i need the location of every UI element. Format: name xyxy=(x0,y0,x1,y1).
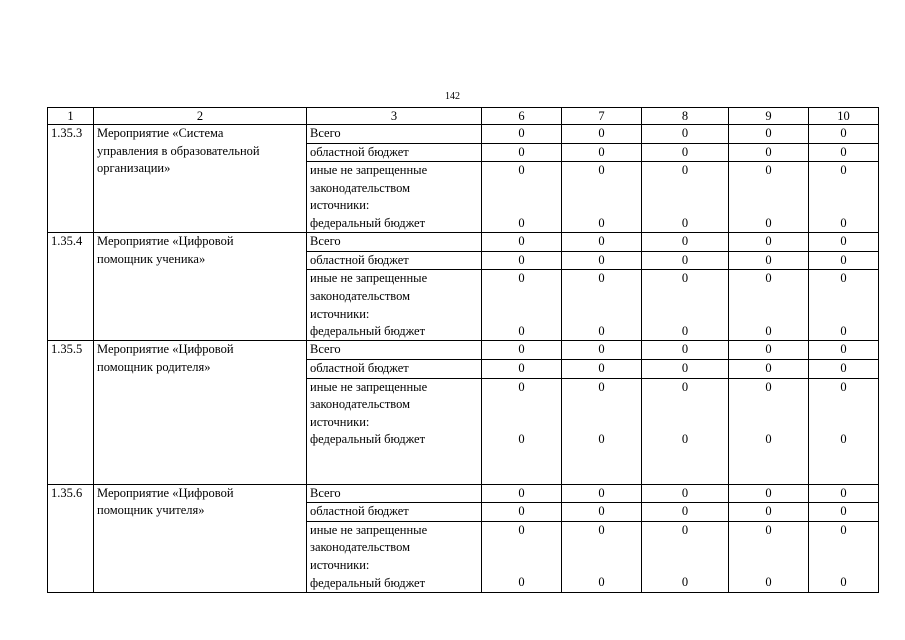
other-value-cell xyxy=(809,378,879,484)
federal-value: 0 xyxy=(518,431,525,446)
other-sources-value: 0 xyxy=(840,379,847,394)
source-total-label: Всего xyxy=(307,484,482,503)
source-other-line: иные не запрещенные xyxy=(310,522,428,537)
federal-value: 0 xyxy=(598,431,605,446)
regional-value-cell: 0 xyxy=(809,503,879,522)
total-value-cell: 0 xyxy=(482,233,562,252)
source-other-line: законодательством xyxy=(310,540,411,555)
total-value-cell: 0 xyxy=(642,233,729,252)
activity-name-line: Мероприятие «Цифровой xyxy=(97,234,234,249)
source-total-label: Всего xyxy=(307,125,482,144)
federal-value: 0 xyxy=(518,575,525,590)
total-value-cell: 0 xyxy=(809,233,879,252)
source-other-line: законодательством xyxy=(310,180,411,195)
total-value-cell: 0 xyxy=(642,484,729,503)
regional-value-cell: 0 xyxy=(562,251,642,270)
regional-value-cell: 0 xyxy=(562,503,642,522)
other-sources-value: 0 xyxy=(518,271,525,286)
other-sources-value: 0 xyxy=(598,522,605,537)
other-value-cell xyxy=(729,270,809,341)
row-code: 1.35.4 xyxy=(48,233,94,341)
regional-value-cell: 0 xyxy=(729,359,809,378)
source-other-line: иные не запрещенные xyxy=(310,379,428,394)
federal-value: 0 xyxy=(681,215,689,230)
federal-value: 0 xyxy=(840,431,847,446)
regional-value-cell: 0 xyxy=(642,251,729,270)
total-value-cell: 0 xyxy=(729,484,809,503)
header-col-9: 9 xyxy=(729,108,809,125)
other-sources-value: 0 xyxy=(518,522,525,537)
header-row xyxy=(48,108,879,125)
activity-name-line: управления в образовательной xyxy=(97,143,260,158)
federal-value: 0 xyxy=(681,323,689,338)
federal-value: 0 xyxy=(598,323,605,338)
table-row xyxy=(48,233,879,252)
total-value-cell: 0 xyxy=(729,233,809,252)
other-sources-value: 0 xyxy=(840,522,847,537)
federal-value: 0 xyxy=(598,215,605,230)
source-regional-label: областной бюджет xyxy=(307,251,482,270)
total-value-cell: 0 xyxy=(562,233,642,252)
other-value-cell xyxy=(729,162,809,233)
regional-value-cell: 0 xyxy=(642,143,729,162)
other-sources-value: 0 xyxy=(681,522,689,537)
source-other-line: законодательством xyxy=(310,397,411,412)
regional-value-cell: 0 xyxy=(729,503,809,522)
total-value-cell: 0 xyxy=(729,341,809,360)
activity-name-line: организации» xyxy=(97,161,171,176)
total-value-cell: 0 xyxy=(482,341,562,360)
activity-name-line: помощник родителя» xyxy=(97,359,211,374)
other-value-cell xyxy=(729,521,809,592)
source-other-line: источники: xyxy=(310,306,370,321)
total-value-cell: 0 xyxy=(562,125,642,144)
source-other-line: источники: xyxy=(310,557,370,572)
source-other-line: федеральный бюджет xyxy=(310,324,426,339)
other-sources-value: 0 xyxy=(681,379,689,394)
source-other-label xyxy=(307,162,482,233)
source-other-line: федеральный бюджет xyxy=(310,432,426,447)
regional-value-cell: 0 xyxy=(809,359,879,378)
regional-value-cell: 0 xyxy=(729,251,809,270)
header-col-3: 3 xyxy=(307,108,482,125)
federal-value: 0 xyxy=(681,431,689,446)
other-value-cell xyxy=(809,162,879,233)
other-sources-value: 0 xyxy=(598,163,605,178)
federal-value: 0 xyxy=(840,215,847,230)
total-value-cell: 0 xyxy=(562,341,642,360)
source-other-line: федеральный бюджет xyxy=(310,215,426,230)
other-value-cell xyxy=(482,378,562,484)
activity-name-line: Мероприятие «Цифровой xyxy=(97,485,234,500)
other-sources-value: 0 xyxy=(598,379,605,394)
federal-value: 0 xyxy=(765,575,772,590)
other-sources-value: 0 xyxy=(518,379,525,394)
source-other-label xyxy=(307,270,482,341)
header-col-1: 1 xyxy=(48,108,94,125)
total-value-cell: 0 xyxy=(482,125,562,144)
source-other-line: федеральный бюджет xyxy=(310,575,426,590)
other-value-cell xyxy=(809,521,879,592)
header-col-10: 10 xyxy=(809,108,879,125)
other-value-cell xyxy=(482,270,562,341)
federal-value: 0 xyxy=(518,323,525,338)
other-value-cell xyxy=(562,521,642,592)
source-regional-label: областной бюджет xyxy=(307,359,482,378)
table-row xyxy=(48,484,879,503)
activity-name-line: Мероприятие «Система xyxy=(97,126,224,140)
regional-value-cell: 0 xyxy=(482,251,562,270)
other-value-cell xyxy=(642,378,729,484)
federal-value: 0 xyxy=(598,575,605,590)
source-other-label xyxy=(307,378,482,484)
row-activity-name xyxy=(94,125,307,233)
other-sources-value: 0 xyxy=(598,271,605,286)
other-sources-value: 0 xyxy=(765,522,772,537)
federal-value: 0 xyxy=(840,323,847,338)
other-sources-value: 0 xyxy=(765,379,772,394)
source-other-line: иные не запрещенные xyxy=(310,271,428,286)
other-sources-value: 0 xyxy=(681,271,689,286)
row-code: 1.35.5 xyxy=(48,341,94,484)
source-other-line: иные не запрещенные xyxy=(310,163,428,178)
total-value-cell: 0 xyxy=(729,125,809,144)
other-sources-value: 0 xyxy=(840,271,847,286)
other-value-cell xyxy=(562,378,642,484)
regional-value-cell: 0 xyxy=(809,251,879,270)
activity-name-line: помощник ученика» xyxy=(97,251,206,266)
row-activity-name xyxy=(94,341,307,484)
source-other-line: источники: xyxy=(310,198,370,213)
other-sources-value: 0 xyxy=(765,271,772,286)
other-value-cell xyxy=(809,270,879,341)
federal-value: 0 xyxy=(840,575,847,590)
regional-value-cell: 0 xyxy=(562,143,642,162)
regional-value-cell: 0 xyxy=(482,143,562,162)
row-activity-name xyxy=(94,484,307,592)
other-value-cell xyxy=(482,162,562,233)
other-value-cell xyxy=(729,378,809,484)
header-col-8: 8 xyxy=(642,108,729,125)
regional-value-cell: 0 xyxy=(642,359,729,378)
source-total-label: Всего xyxy=(307,233,482,252)
source-other-line: законодательством xyxy=(310,288,411,303)
source-other-label xyxy=(307,521,482,592)
other-value-cell xyxy=(642,162,729,233)
table-body xyxy=(48,125,879,593)
source-regional-label: областной бюджет xyxy=(307,143,482,162)
other-sources-value: 0 xyxy=(765,163,772,178)
other-sources-value: 0 xyxy=(840,163,847,178)
other-value-cell xyxy=(562,270,642,341)
total-value-cell: 0 xyxy=(809,484,879,503)
federal-value: 0 xyxy=(765,215,772,230)
other-value-cell xyxy=(642,521,729,592)
header-col-7: 7 xyxy=(562,108,642,125)
total-value-cell: 0 xyxy=(482,484,562,503)
total-value-cell: 0 xyxy=(809,125,879,144)
federal-value: 0 xyxy=(765,431,772,446)
activity-name-line: помощник учителя» xyxy=(97,503,205,518)
total-value-cell: 0 xyxy=(562,484,642,503)
total-value-cell: 0 xyxy=(642,341,729,360)
regional-value-cell: 0 xyxy=(562,359,642,378)
row-activity-name xyxy=(94,233,307,341)
budget-table xyxy=(47,107,879,593)
regional-value-cell: 0 xyxy=(809,143,879,162)
other-sources-value: 0 xyxy=(518,163,525,178)
other-sources-value: 0 xyxy=(681,163,689,178)
regional-value-cell: 0 xyxy=(729,143,809,162)
source-total-label: Всего xyxy=(307,341,482,360)
page-number: 142 xyxy=(445,91,460,102)
regional-value-cell: 0 xyxy=(482,359,562,378)
activity-name-line: Мероприятие «Цифровой xyxy=(97,342,234,357)
total-value-cell: 0 xyxy=(642,125,729,144)
regional-value-cell: 0 xyxy=(642,503,729,522)
header-col-6: 6 xyxy=(482,108,562,125)
other-value-cell xyxy=(642,270,729,341)
total-value-cell: 0 xyxy=(809,341,879,360)
row-code: 1.35.3 xyxy=(48,125,94,233)
source-other-line: источники: xyxy=(310,414,370,429)
federal-value: 0 xyxy=(765,323,772,338)
source-regional-label: областной бюджет xyxy=(307,503,482,522)
header-col-2: 2 xyxy=(94,108,307,125)
regional-value-cell: 0 xyxy=(482,503,562,522)
other-value-cell xyxy=(482,521,562,592)
other-value-cell xyxy=(562,162,642,233)
federal-value: 0 xyxy=(518,215,525,230)
table-row xyxy=(48,341,879,360)
table-row xyxy=(48,125,879,144)
federal-value: 0 xyxy=(681,575,689,590)
row-code: 1.35.6 xyxy=(48,484,94,592)
